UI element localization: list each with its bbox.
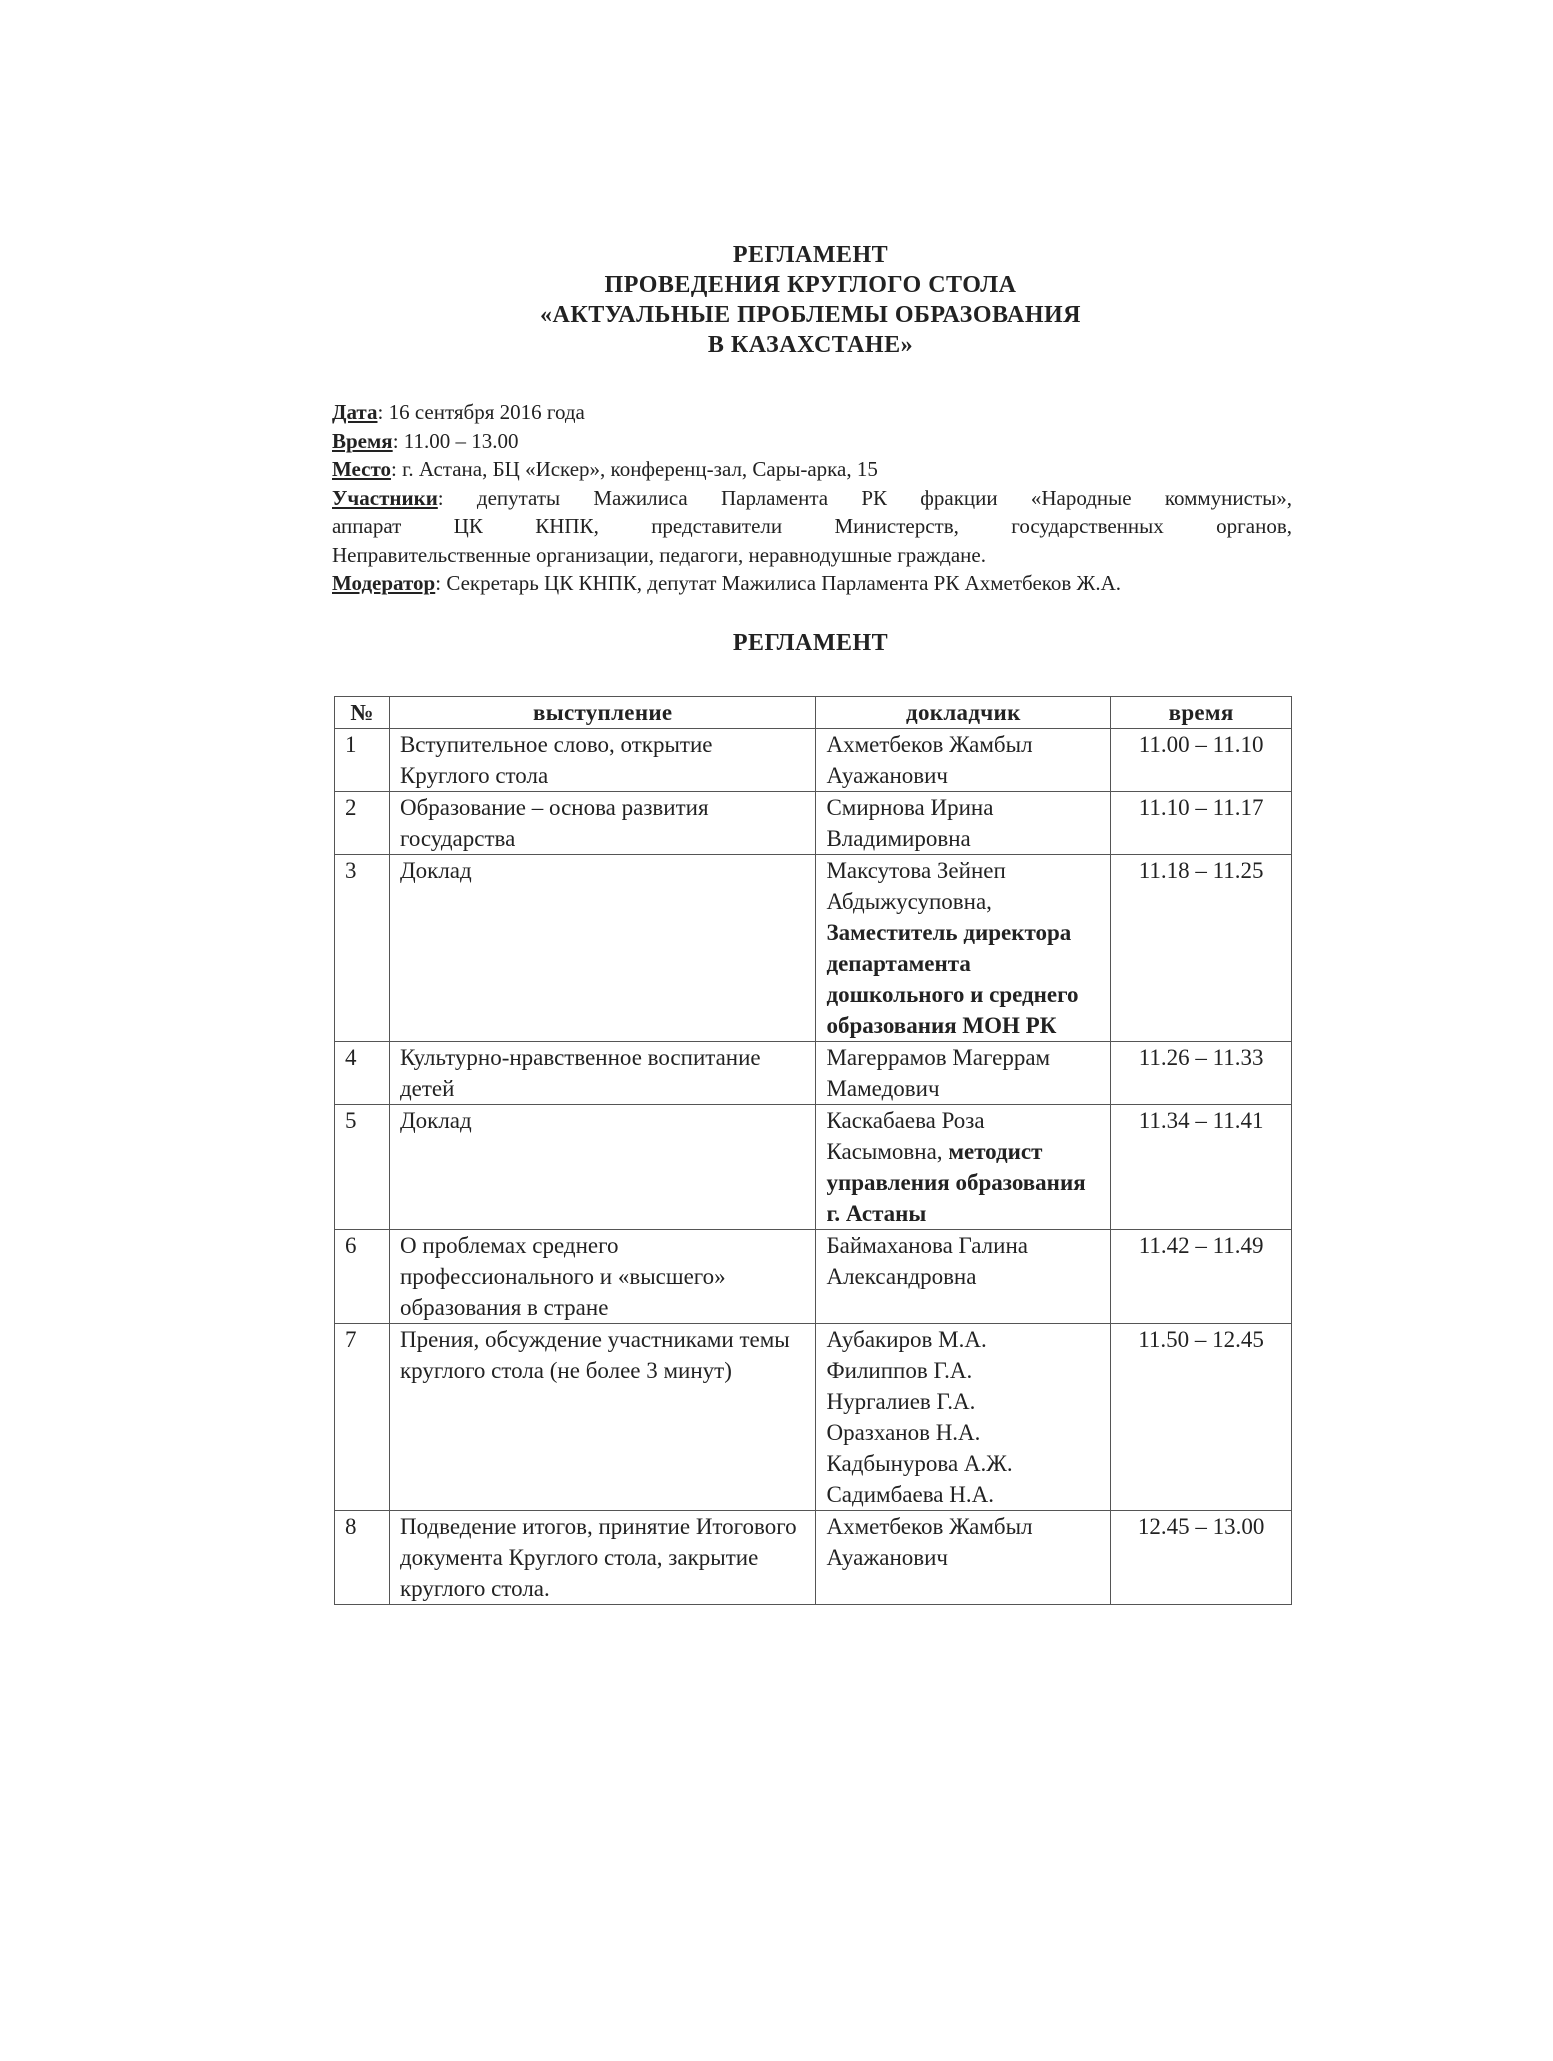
row-time: 12.45 – 13.00 [1111,1511,1292,1605]
event-details [332,398,1292,598]
table-row [335,1230,1292,1324]
schedule-table [334,696,1292,1605]
row-time: 11.00 – 11.10 [1111,729,1292,792]
row-topic: Доклад [389,1105,816,1230]
header-time: время [1111,697,1292,729]
table-row [335,1105,1292,1230]
row-time: 11.18 – 11.25 [1111,855,1292,1042]
table-row [335,1324,1292,1511]
row-topic: Образование – основа развития государства [389,792,816,855]
row-speaker-cell [816,855,1111,1042]
table-row [335,1042,1292,1105]
row-num: 4 [335,1042,390,1105]
participants-line-2: аппарат ЦК КНПК, представители Министерств, государственных органов, [332,514,1292,538]
title-line-2: ПРОВЕДЕНИЯ КРУГЛОГО СТОЛА [604,272,1017,298]
row-speaker-cell [816,1105,1111,1230]
row-time: 11.10 – 11.17 [1111,792,1292,855]
row-num: 5 [335,1105,390,1230]
table-row [335,855,1292,1042]
header-speaker: докладчик [816,697,1111,729]
row-num: 8 [335,1511,390,1605]
participants-line-1 [332,484,1292,513]
date-value: : 16 сентября 2016 года [377,400,585,424]
participants-label: Участники [332,485,438,510]
row-speaker: Максутова Зейнеп Абдыжусуповна, [826,858,1006,914]
speaker-list-item: Оразханов Н.А. [826,1420,981,1445]
title-line-1: РЕГЛАМЕНТ [732,242,889,268]
row-time: 11.42 – 11.49 [1111,1230,1292,1324]
row-num: 1 [335,729,390,792]
section-title: РЕГЛАМЕНТ [732,630,889,656]
row-num: 7 [335,1324,390,1511]
table-row [335,1511,1292,1605]
row-num: 3 [335,855,390,1042]
row-topic: Подведение итогов, принятие Итогового документа Круглого стола, закрытие круглого стола. [389,1511,816,1605]
header-topic: выступление [389,697,816,729]
place-label: Место [332,457,391,481]
row-topic: Вступительное слово, открытие Круглого стола [389,729,816,792]
time-label: Время [332,428,393,453]
document-title [0,240,1553,360]
speaker-list-item: Кадбынурова А.Ж. [826,1451,1013,1476]
header-num: № [335,697,390,729]
row-time: 11.34 – 11.41 [1111,1105,1292,1230]
place-value: : г. Астана, БЦ «Искер», конференц-зал, Сары-арка, 15 [390,457,878,481]
row-speaker: Смирнова Ирина Владимировна [816,792,1111,855]
moderator-label: Модератор [332,571,436,595]
row-speaker: Каскабаева Роза Касымовна, [826,1108,985,1164]
table-header-row [335,697,1292,729]
date-label: Дата [332,400,378,424]
moderator-line [332,569,1292,598]
row-topic: О проблемах среднего профессионального и «высшего» образования в стране [389,1230,816,1324]
row-speaker: Ахметбеков Жамбыл Ауажанович [816,729,1111,792]
row-speaker-position: Заместитель директора департамента дошкольного и среднего образования МОН РК [826,920,1079,1038]
row-topic: Прения, обсуждение участниками темы круглого стола (не более 3 минут) [389,1324,816,1511]
speaker-list-item: Нургалиев Г.А. [826,1389,976,1414]
row-num: 2 [335,792,390,855]
row-time: 11.50 – 12.45 [1111,1324,1292,1511]
row-speaker: Магеррамов Магеррам Мамедович [816,1042,1111,1105]
participants-value-1: : депутаты Мажилиса Парламента РК фракции «Народные коммунисты», [437,485,1292,510]
table-row [335,792,1292,855]
title-line-4: В КАЗАХСТАНЕ» [707,332,914,358]
row-speaker: Баймаханова Галина Александровна [816,1230,1111,1324]
row-num: 6 [335,1230,390,1324]
speaker-list-item: Садимбаева Н.А. [826,1482,994,1507]
participants-line-3: Неправительственные организации, педагоги, неравнодушные граждане. [332,542,986,567]
row-topic: Культурно-нравственное воспитание детей [389,1042,816,1105]
row-speaker-position: методист управления образования г. Астаны [826,1139,1086,1226]
place-line [332,455,1292,484]
time-value: : 11.00 – 13.00 [392,428,519,453]
date-line [332,398,1292,427]
table-row [335,729,1292,792]
row-speaker: Ахметбеков Жамбыл Ауажанович [816,1511,1111,1605]
speaker-list-item: Филиппов Г.А. [826,1358,973,1383]
title-line-3: «АКТУАЛЬНЫЕ ПРОБЛЕМЫ ОБРАЗОВАНИЯ [539,302,1082,328]
row-topic: Доклад [389,855,816,1042]
moderator-value: : Секретарь ЦК КНПК, депутат Мажилиса Парламента РК Ахметбеков Ж.А. [435,571,1122,595]
time-line [332,427,1292,456]
row-time: 11.26 – 11.33 [1111,1042,1292,1105]
row-speaker-list [816,1324,1111,1511]
speaker-list-item: Аубакиров М.А. [826,1327,987,1352]
